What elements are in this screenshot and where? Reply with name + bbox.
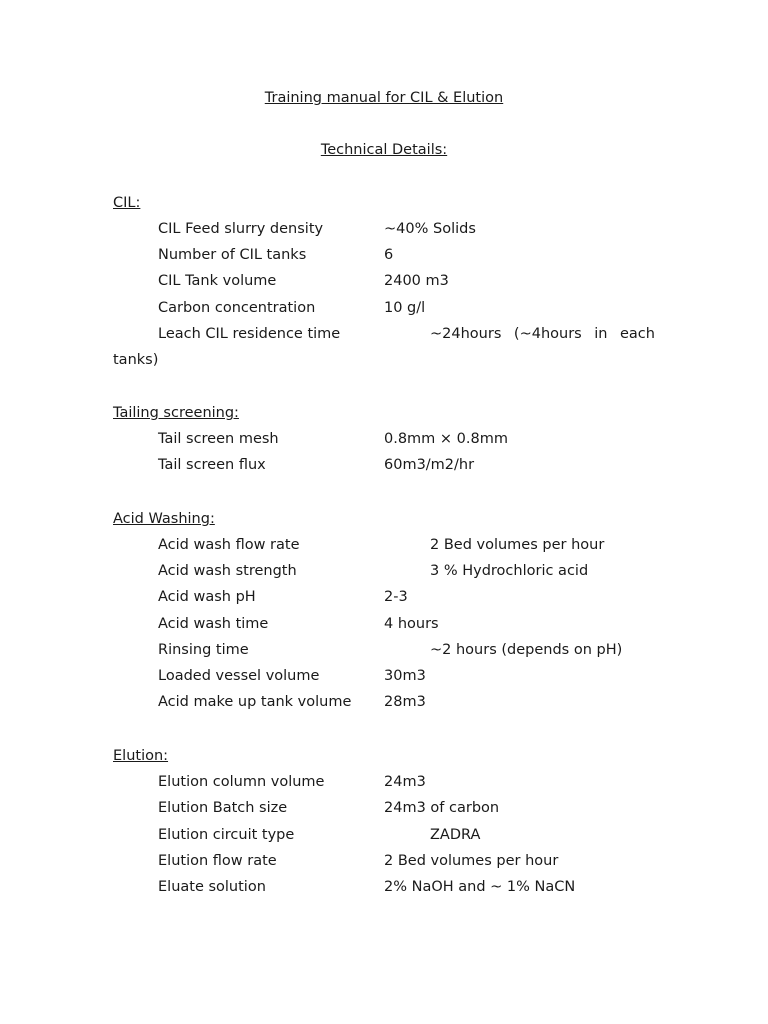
spec-row: [0, 853, 768, 873]
spec-label: Number of CIL tanks: [158, 247, 307, 263]
section-heading-tailing: Tailing screening:: [113, 405, 239, 421]
spec-row: [0, 457, 768, 477]
spec-value: 2400 m3: [384, 273, 449, 289]
spec-value: 2 Bed volumes per hour: [430, 537, 605, 553]
spec-value: ZADRA: [430, 827, 481, 843]
spec-label: Tail screen flux: [158, 457, 266, 473]
spec-label: Acid wash time: [158, 616, 269, 632]
document-title: Training manual for CIL & Elution: [264, 90, 504, 106]
spec-label: Carbon concentration: [158, 300, 316, 316]
spec-row: [0, 616, 768, 636]
spec-label: Acid wash flow rate: [158, 537, 300, 553]
spec-value: 0.8mm × 0.8mm: [384, 431, 508, 447]
spec-label: Elution flow rate: [158, 853, 277, 869]
spec-label: Acid wash strength: [158, 563, 297, 579]
spec-row: [0, 800, 768, 820]
spec-row: [0, 879, 768, 899]
spec-label: Acid wash pH: [158, 589, 256, 605]
value-word: each: [620, 326, 655, 342]
spec-value: 4 hours: [384, 616, 439, 632]
spec-row: [0, 273, 768, 293]
spec-label: CIL Feed slurry density: [158, 221, 324, 237]
spec-label: Rinsing time: [158, 642, 249, 658]
spec-row: [0, 563, 768, 583]
spec-row: [0, 326, 768, 346]
spec-value: [430, 326, 655, 342]
spec-row: [0, 774, 768, 794]
spec-row: [0, 537, 768, 557]
spec-value: 30m3: [384, 668, 426, 684]
spec-label: Loaded vessel volume: [158, 668, 320, 684]
spec-label: Elution circuit type: [158, 827, 295, 843]
spec-value: 2-3: [384, 589, 408, 605]
spec-row: [0, 221, 768, 241]
spec-value: ~40% Solids: [384, 221, 476, 237]
spec-row: [0, 668, 768, 688]
section-heading-acid-washing: Acid Washing:: [113, 511, 215, 527]
spec-label: Tail screen mesh: [158, 431, 279, 447]
spec-label: Acid make up tank volume: [158, 694, 352, 710]
spec-label: Elution Batch size: [158, 800, 288, 816]
spec-row: [0, 431, 768, 451]
document-subtitle: Technical Details:: [320, 142, 448, 158]
spec-row: [0, 694, 768, 714]
spec-row: [0, 642, 768, 662]
spec-value: 2 Bed volumes per hour: [384, 853, 559, 869]
value-word: in: [594, 326, 608, 342]
spec-label: Elution column volume: [158, 774, 325, 790]
spec-row: [0, 247, 768, 267]
section-heading-cil: CIL:: [113, 195, 141, 211]
spec-label: CIL Tank volume: [158, 273, 277, 289]
spec-row: [0, 300, 768, 320]
spec-value: 24m3 of carbon: [384, 800, 500, 816]
spec-value: ~2 hours (depends on pH): [430, 642, 623, 658]
spec-label: Eluate solution: [158, 879, 266, 895]
section-heading-elution: Elution:: [113, 748, 169, 764]
spec-value: 10 g/l: [384, 300, 426, 316]
spec-value: 3 % Hydrochloric acid: [430, 563, 589, 579]
spec-value: 6: [384, 247, 394, 263]
spec-row: [0, 589, 768, 609]
spec-label: Leach CIL residence time: [158, 326, 341, 342]
spec-value: 60m3/m2/hr: [384, 457, 475, 473]
spec-value: 28m3: [384, 694, 426, 710]
spec-value: 24m3: [384, 774, 426, 790]
value-word: (~4hours: [513, 326, 582, 342]
spec-value-continuation: tanks): [113, 352, 159, 368]
value-word: ~24hours: [430, 326, 502, 342]
spec-value: 2% NaOH and ~ 1% NaCN: [384, 879, 576, 895]
spec-row: [0, 827, 768, 847]
